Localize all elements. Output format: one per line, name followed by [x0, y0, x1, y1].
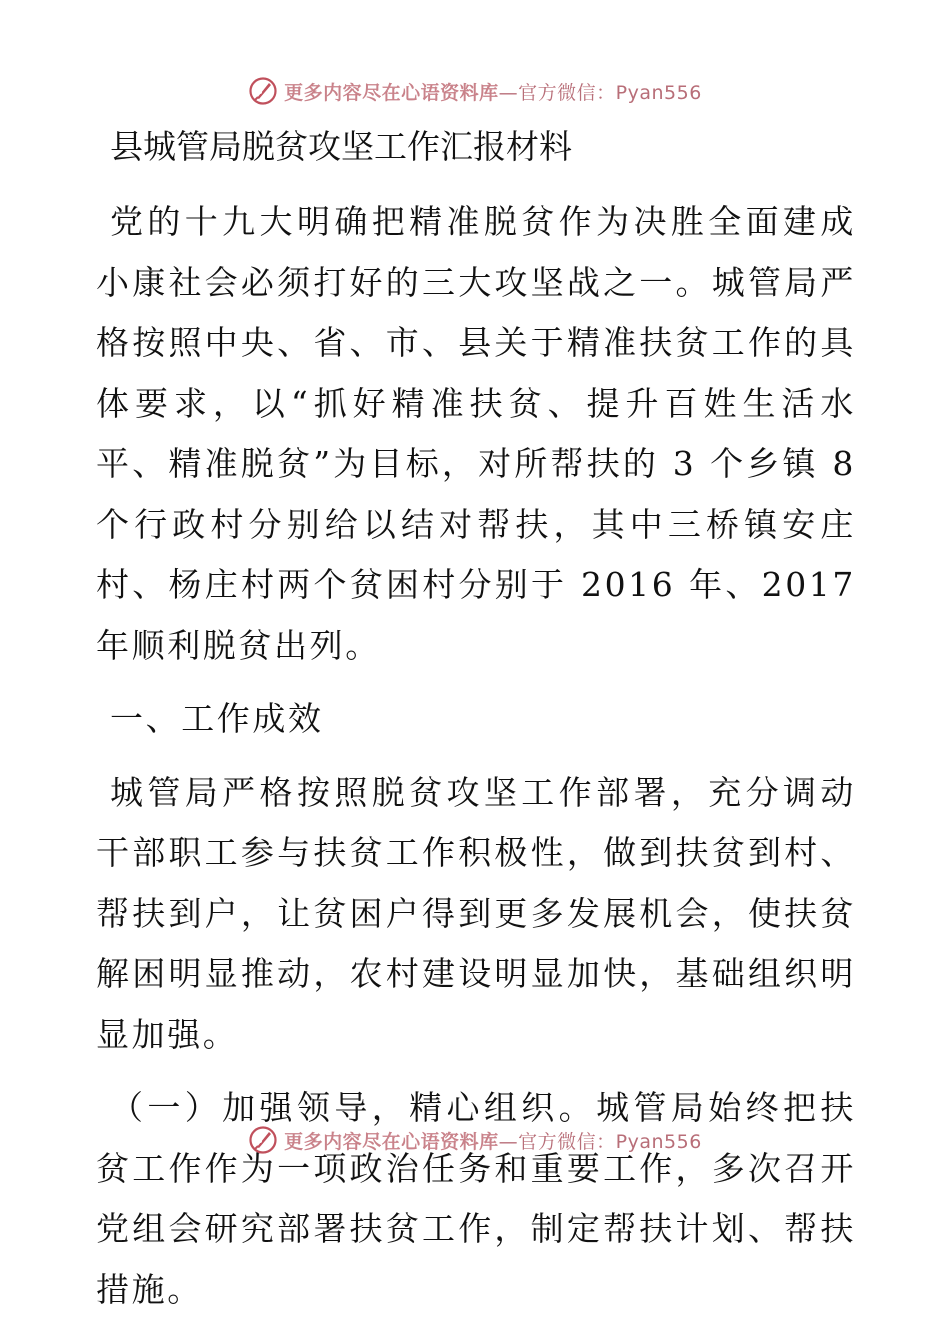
watermark-banner-bottom — [0, 1120, 950, 1160]
paragraph-work-results: 城管局严格按照脱贫攻坚工作部署，充分调动干部职工参与扶贫工作积极性，做到扶贫到村、帮扶到户，让贫困户得到更多发展机会，使扶贫解困明显推动，农村建设明显加快，基础组织明显加强。 — [96, 772, 856, 1054]
quill-logo-icon — [248, 1125, 278, 1155]
watermark-banner-top — [0, 71, 950, 111]
paragraph-intro: 党的十九大明确把精准脱贫作为决胜全面建成小康社会必须打好的三大攻坚战之一。城管局严格按照中央、省、市、县关于精准扶贫工作的具体要求，以“抓好精准扶贫、提升百姓生活水平、精准脱贫”为目标，对所帮扶的 3 个乡镇 8 个行政村分别给以结对帮扶，其中三桥镇安庄村、杨庄村两个贫困村分别于 2016 年、2017 年顺利脱贫出列。 — [96, 202, 856, 665]
section-heading-work-results: 一、工作成效 — [110, 699, 324, 738]
watermark-text: 更多内容尽在心语资料库—官方微信：Pyan556 — [284, 81, 702, 104]
quill-logo-icon — [248, 76, 278, 106]
paragraph-leadership: （一）加强领导，精心组织。城管局始终把扶贫工作作为一项政治任务和重要工作，多次召开党组会研究部署扶贫工作，制定帮扶计划、帮扶措施。 — [96, 1088, 856, 1309]
watermark-text: 更多内容尽在心语资料库—官方微信：Pyan556 — [284, 1130, 702, 1153]
document-title: 县城管局脱贫攻坚工作汇报材料 — [110, 127, 572, 166]
